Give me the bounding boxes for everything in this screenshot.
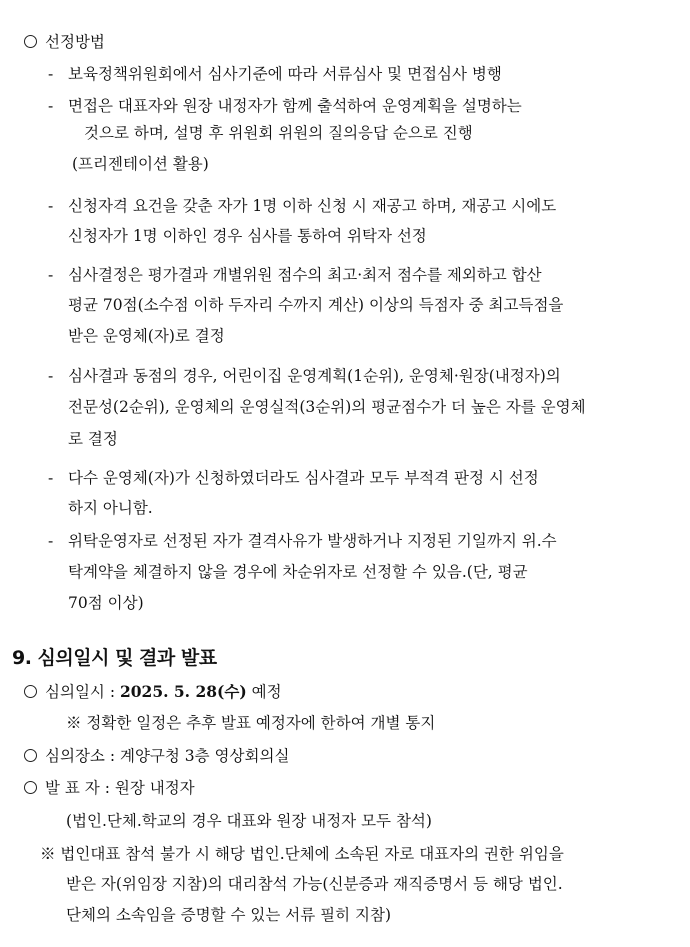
method-item-2: - 면접은 대표자와 원장 내정자가 함께 출석하여 운영계획을 설명하는	[48, 97, 522, 115]
method-item-3-line-2: 신청자가 1명 이하인 경우 심사를 통하여 위탁자 선정	[68, 227, 427, 245]
circle-bullet-icon	[24, 749, 37, 762]
circle-bullet-icon	[24, 35, 37, 48]
method-item-5-line-2: 전문성(2순위), 운영체의 운영실적(3순위)의 평균점수가 더 높은 자를 운영체	[68, 398, 586, 416]
method-item-5-line-3: 로 결정	[68, 430, 118, 448]
circle-bullet-icon	[24, 685, 37, 698]
method-item-4-line-3: 받은 운영체(자)로 결정	[68, 327, 225, 345]
method-heading: 선정방법	[45, 33, 105, 51]
method-item-6-line-2: 하지 아니함.	[68, 499, 153, 517]
method-item-5: - 심사결과 동점의 경우, 어린이집 운영계획(1순위), 운영체·원장(내정자)의	[48, 367, 561, 385]
method-item-4-line-2: 평균 70점(소수점 이하 두자리 수까지 계산) 이상의 득점자 중 최고득점을	[68, 296, 564, 314]
presenter-line: 발 표 자 : 원장 내정자	[24, 777, 195, 799]
review-place-line: 심의장소 : 계양구청 3층 영상회의실	[24, 745, 289, 767]
review-date-line: 심의일시 : 2025. 5. 28(수) 예정	[24, 681, 282, 703]
section-9-heading: 9. 심의일시 및 결과 발표	[12, 647, 217, 669]
circle-bullet-icon	[24, 781, 37, 794]
method-item-7-line-2: 탁계약을 체결하지 않을 경우에 차순위자로 선정할 수 있음.(단, 평균	[68, 563, 528, 581]
method-item-7-line-3: 70점 이상)	[68, 594, 144, 612]
proxy-note-line-1: ※ 법인대표 참석 불가 시 해당 법인.단체에 소속된 자로 대표자의 권한 위임을	[40, 845, 564, 863]
review-date-value: 2025. 5. 28(수)	[119, 682, 247, 701]
method-item-2-line-2: 것으로 하며, 설명 후 위원회 위원의 질의응답 순으로 진행	[84, 124, 473, 142]
method-item-1: - 보육정책위원회에서 심사기준에 따라 서류심사 및 면접심사 병행	[48, 65, 502, 83]
proxy-note-line-2: 받은 자(위임장 지참)의 대리참석 가능(신분증과 재직증명서 등 해당 법인.	[66, 875, 563, 893]
method-bullet-line	[24, 31, 105, 53]
method-item-4: - 심사결정은 평가결과 개별위원 점수의 최고·최저 점수를 제외하고 합산	[48, 266, 542, 284]
presenter-note: (법인.단체.학교의 경우 대표와 원장 내정자 모두 참석)	[66, 812, 432, 830]
method-item-6: - 다수 운영체(자)가 신청하였더라도 심사결과 모두 부적격 판정 시 선정	[48, 469, 539, 487]
review-date-note: ※ 정확한 일정은 추후 발표 예정자에 한하여 개별 통지	[66, 714, 436, 732]
method-item-2-line-3: (프리젠테이션 활용)	[72, 155, 209, 173]
method-item-3: - 신청자격 요건을 갖춘 자가 1명 이하 신청 시 재공고 하며, 재공고 시에도	[48, 197, 557, 215]
method-item-7: - 위탁운영자로 선정된 자가 결격사유가 발생하거나 지정된 기일까지 위.수	[48, 532, 557, 550]
proxy-note-line-3: 단체의 소속임을 증명할 수 있는 서류 필히 지참)	[66, 906, 392, 924]
